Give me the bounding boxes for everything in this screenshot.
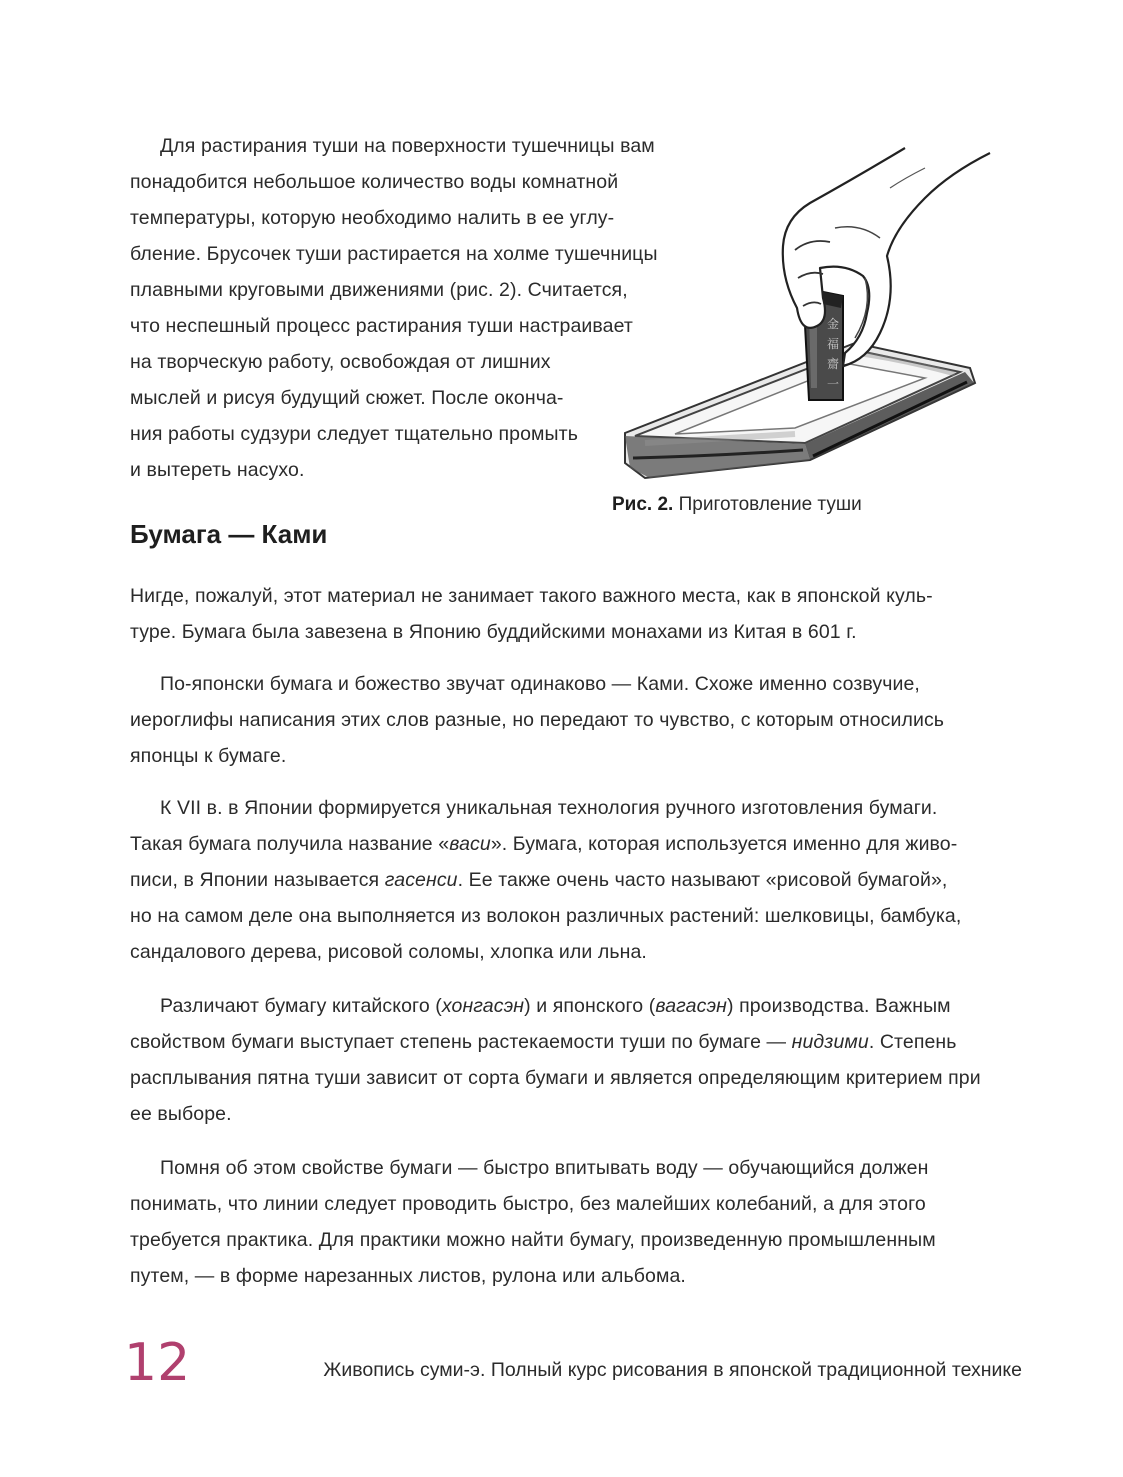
paragraph-line: сандалового дерева, рисовой соломы, хлопка или льна.: [130, 941, 647, 963]
intro-line: понадобится небольшое количество воды комнатной: [130, 171, 619, 193]
section-heading: Бумага — Ками: [130, 519, 328, 549]
intro-line: бление. Брусочек туши растирается на холме тушечницы: [130, 243, 658, 265]
paragraph-line: требуется практика. Для практики можно найти бумагу, произведенную промышленным: [130, 1229, 936, 1251]
svg-text:福: 福: [827, 337, 840, 351]
intro-line: Для растирания туши на поверхности тушечницы вам: [160, 135, 655, 157]
running-footer-title: Живопись суми-э. Полный курс рисования в японской традиционной технике: [323, 1359, 1022, 1381]
paragraph-line: К VII в. в Японии формируется уникальная технология ручного изготовления бумаги.: [160, 797, 938, 819]
term-gasensi: гасенси: [384, 869, 458, 891]
intro-line: мыслей и рисуя будущий сюжет. После оконча-: [130, 387, 564, 409]
paragraph-line: расплывания пятна туши зависит от сорта бумаги и является определяющим критерием при: [130, 1067, 981, 1089]
paragraph-5: [130, 1150, 936, 1294]
paragraph-line: По-японски бумага и божество звучат одинаково — Ками. Схоже именно созвучие,: [160, 673, 920, 695]
figure-caption: [612, 490, 862, 520]
intro-line: и вытереть насухо.: [130, 459, 305, 481]
term-nidzimi: нидзими: [791, 1031, 869, 1053]
text-run: ». Бумага, которая используется именно для живо-: [490, 833, 958, 855]
paragraph-1: [130, 578, 933, 650]
svg-text:一: 一: [827, 377, 840, 391]
intro-line: плавными круговыми движениями (рис. 2). Считается,: [130, 279, 628, 301]
paragraph-line: понимать, что линии следует проводить быстро, без малейших колебаний, а для этого: [130, 1193, 926, 1215]
text-run: Такая бумага получила название «: [130, 833, 450, 855]
term-vagasen: вагасэн: [655, 995, 727, 1017]
paragraph-line: [130, 826, 961, 862]
intro-line: температуры, которую необходимо налить в ее углу-: [130, 207, 615, 229]
text-run: ) производства. Важным: [726, 995, 951, 1017]
paragraph-line: японцы к бумаге.: [130, 745, 287, 767]
text-run: свойством бумаги выступает степень растекаемости туши по бумаге —: [130, 1031, 792, 1053]
page-number: 12: [124, 1333, 191, 1393]
text-run: . Ее также очень часто называют «рисовой бумагой»,: [457, 869, 948, 891]
text-run: . Степень: [868, 1031, 957, 1053]
paragraph-4: [130, 988, 981, 1132]
paragraph-2: [130, 666, 944, 774]
text-run: писи, в Японии называется: [130, 869, 385, 891]
paragraph-3: [130, 790, 961, 970]
paragraph-line: иероглифы написания этих слов разные, но передают то чувство, с которым относились: [130, 709, 945, 731]
paragraph-line: путем, — в форме нарезанных листов, рулона или альбома.: [130, 1265, 686, 1287]
inkstone-icon: [625, 343, 975, 478]
ink-grinding-illustration: [605, 138, 995, 490]
paragraph-line: [130, 1024, 981, 1060]
figure-caption-label: Рис. 2.: [612, 494, 674, 515]
text-run: Различают бумагу китайского (: [160, 995, 442, 1017]
term-hongasen: хонгасэн: [441, 995, 525, 1017]
svg-text:齋: 齋: [827, 357, 840, 371]
paragraph-line: [130, 988, 981, 1024]
paragraph-line: [130, 862, 961, 898]
figure-caption-text: Приготовление туши: [678, 494, 862, 515]
paragraph-line: ее выборе.: [130, 1103, 232, 1125]
intro-paragraph: [130, 128, 658, 488]
intro-line: на творческую работу, освобождая от лишних: [130, 351, 551, 373]
paragraph-line: Помня об этом свойстве бумаги — быстро впитывать воду — обучающийся должен: [160, 1157, 929, 1179]
paragraph-line: но на самом деле она выполняется из волокон различных растений: шелковицы, бамбука,: [130, 905, 962, 927]
term-vasi: васи: [449, 833, 491, 855]
paragraph-line: туре. Бумага была завезена в Японию буддийскими монахами из Китая в 601 г.: [130, 621, 857, 643]
intro-line: ния работы судзури следует тщательно промыть: [130, 423, 578, 445]
paragraph-line: Нигде, пожалуй, этот материал не занимает такого важного места, как в японской куль-: [130, 585, 933, 607]
text-run: ) и японского (: [524, 995, 656, 1017]
svg-text:金: 金: [827, 317, 840, 331]
intro-line: что неспешный процесс растирания туши настраивает: [130, 315, 633, 337]
